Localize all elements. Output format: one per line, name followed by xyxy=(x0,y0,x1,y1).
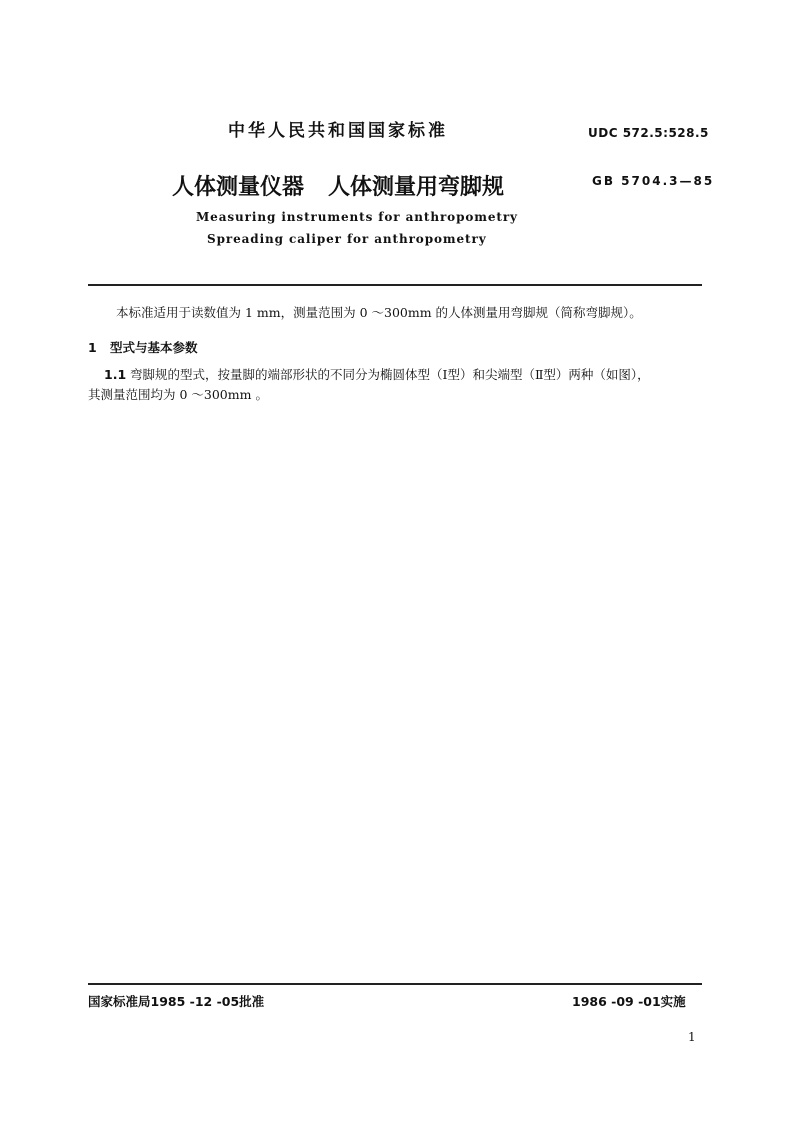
intro-paragraph: 本标准适用于读数值为 1 mm，测量范围为 0 ～300mm 的人体测量用弯脚规（简称弯脚规）。 xyxy=(116,305,642,320)
title-cn-part1: 人体测量仪器 xyxy=(172,175,305,200)
footer-divider xyxy=(88,983,702,985)
clause-text-line1: 弯脚规的型式，按量脚的端部形状的不同分为椭圆体型（Ⅰ型）和尖端型（Ⅱ型）两种（如图）， xyxy=(130,367,650,382)
approval-date: 国家标准局1985 -12 -05批准 xyxy=(88,994,265,1009)
page-number: 1 xyxy=(688,1030,696,1044)
gb-number: GB 5704.3—85 xyxy=(592,174,715,188)
document-title-cn xyxy=(172,170,504,201)
standard-header: 中华人民共和国国家标准 xyxy=(228,121,448,141)
title-cn-part2: 人体测量用弯脚规 xyxy=(328,175,505,200)
document-title-en-line2: Spreading caliper for anthropometry xyxy=(207,232,487,246)
udc-number: UDC 572.5:528.5 xyxy=(588,126,709,140)
clause-1-1-line1 xyxy=(104,365,650,383)
section-number: 1 xyxy=(88,340,97,355)
implementation-date: 1986 -09 -01实施 xyxy=(572,994,686,1009)
section-heading xyxy=(88,338,198,356)
document-title-en-line1: Measuring instruments for anthropometry xyxy=(196,210,518,224)
header-divider xyxy=(88,284,702,286)
section-title: 型式与基本参数 xyxy=(110,340,198,355)
clause-number: 1.1 xyxy=(104,367,127,382)
clause-1-1-line2: 其测量范围均为 0 ～300mm 。 xyxy=(88,387,268,402)
